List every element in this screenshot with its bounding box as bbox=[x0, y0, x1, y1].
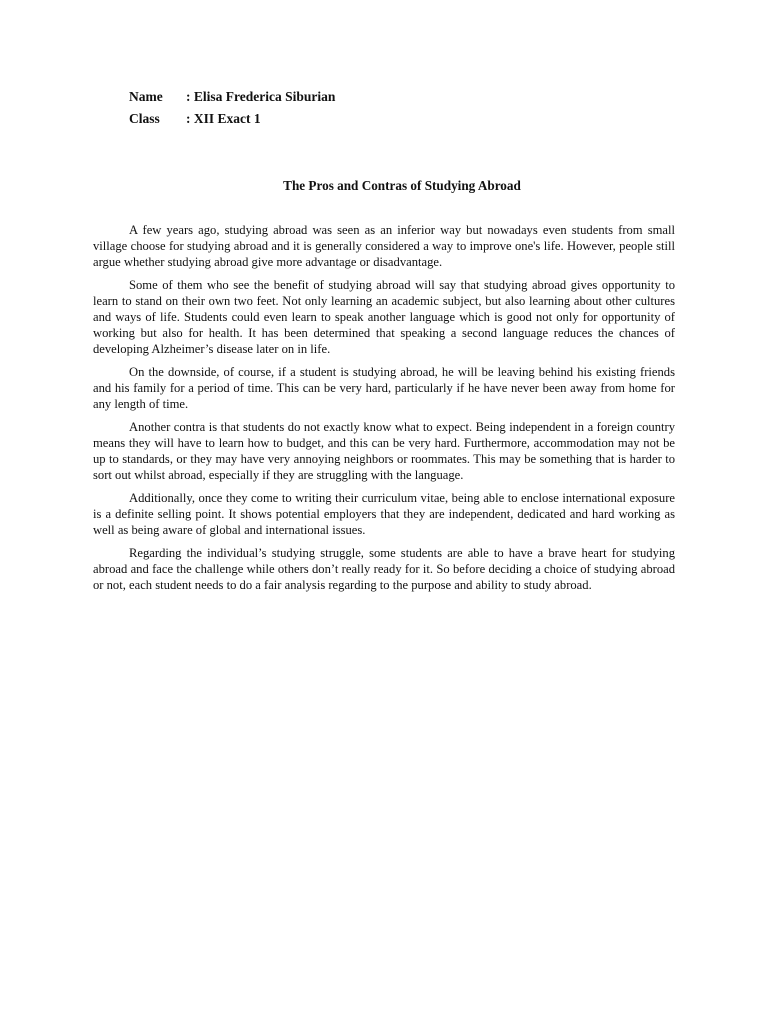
name-label: Name bbox=[129, 89, 163, 104]
paragraph-4: Another contra is that students do not exactly know what to expect. Being independent in a foreign country means they will have to learn how to budget, and this can be very hard. Furthermore, accommodation may not be up to standards, or they may have very annoying neighbors or roommates. This may be something that is harder to sort out whilst abroad, especially if they are struggling with the language. bbox=[93, 420, 675, 482]
paragraph-6: Regarding the individual’s studying struggle, some students are able to have a brave heart for studying abroad and face the challenge while others don’t really ready for it. So before deciding a choice of studying abroad or not, each student needs to do a fair analysis regarding to the purpose and ability to study abroad. bbox=[93, 546, 675, 592]
class-value: : XII Exact 1 bbox=[186, 111, 261, 126]
paragraph-5: Additionally, once they come to writing their curriculum vitae, being able to enclose international exposure is a definite selling point. It shows potential employers that they are independent, dedicated and hard working as well as being aware of global and international issues. bbox=[93, 491, 675, 537]
student-info bbox=[129, 86, 335, 130]
paragraph-2: Some of them who see the benefit of studying abroad will say that studying abroad gives opportunity to learn to stand on their own two feet. Not only learning an academic subject, but also learning about other cultures and ways of life. Students could even learn to speak another language which is good not only for opportunity of working but also for health. It has been determined that speaking a second language reduces the chances of developing Alzheimer’s disease later on in life. bbox=[93, 278, 675, 356]
name-row bbox=[129, 86, 335, 108]
paragraph-1: A few years ago, studying abroad was seen as an inferior way but nowadays even students from small village choose for studying abroad and it is generally considered a way to improve one's life. However, people still argue whether studying abroad give more advantage or disadvantage. bbox=[93, 223, 675, 269]
essay-title: The Pros and Contras of Studying Abroad bbox=[283, 178, 521, 193]
paragraph-3: On the downside, of course, if a student is studying abroad, he will be leaving behind his existing friends and his family for a period of time. This can be very hard, particularly if he have never been away from home for any length of time. bbox=[93, 365, 675, 411]
name-value: : Elisa Frederica Siburian bbox=[186, 89, 336, 104]
class-row bbox=[129, 108, 335, 130]
class-label: Class bbox=[129, 111, 160, 126]
essay-body bbox=[93, 222, 675, 600]
